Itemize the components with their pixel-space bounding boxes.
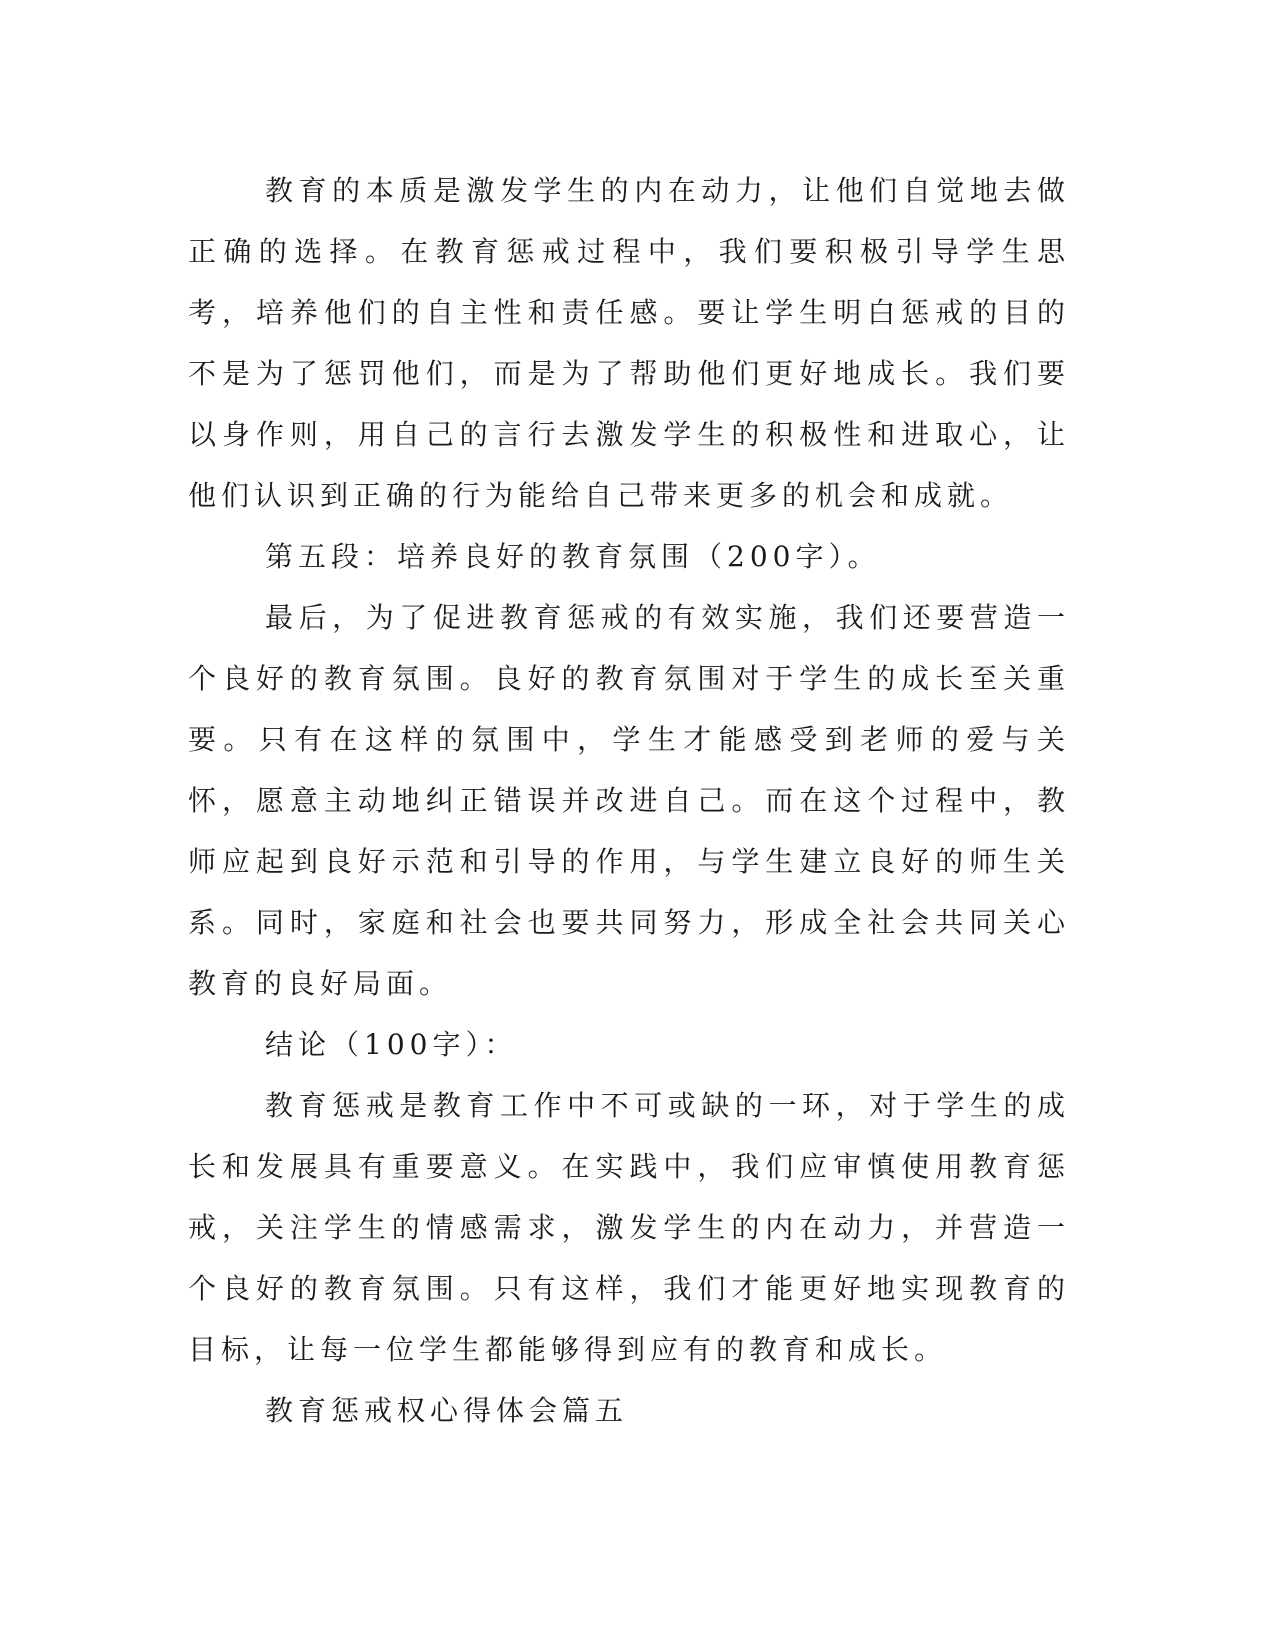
article-title-part-five: 教育惩戒权心得体会篇五 — [265, 1394, 629, 1427]
document-body — [188, 160, 1070, 1441]
paragraph-motivation: 教育的本质是激发学生的内在动力，让他们自觉地去做正确的选择。在教育惩戒过程中，我们要积极引导学生思考，培养他们的自主性和责任感。要让学生明白惩戒的目的不是为了惩罚他们，而是为了帮助他们更好地成长。我们要以身作则，用自己的言行去激发学生的积极性和进取心，让他们认识到正确的行为能给自己带来更多的机会和成就。 — [188, 174, 1070, 512]
section-heading-conclusion: 结论（100字）： — [265, 1028, 518, 1061]
paragraph-atmosphere: 最后，为了促进教育惩戒的有效实施，我们还要营造一个良好的教育氛围。良好的教育氛围对于学生的成长至关重要。只有在这样的氛围中，学生才能感受到老师的爱与关怀，愿意主动地纠正错误并改进自己。而在这个过程中，教师应起到良好示范和引导的作用，与学生建立良好的师生关系。同时，家庭和社会也要共同努力，形成全社会共同关心教育的良好局面。 — [188, 601, 1070, 1000]
paragraph-conclusion: 教育惩戒是教育工作中不可或缺的一环，对于学生的成长和发展具有重要意义。在实践中，我们应审慎使用教育惩戒，关注学生的情感需求，激发学生的内在动力，并营造一个良好的教育氛围。只有这样，我们才能更好地实现教育的目标，让每一位学生都能够得到应有的教育和成长。 — [188, 1089, 1070, 1366]
section-heading-fifth: 第五段：培养良好的教育氛围（200字）。 — [265, 540, 881, 573]
